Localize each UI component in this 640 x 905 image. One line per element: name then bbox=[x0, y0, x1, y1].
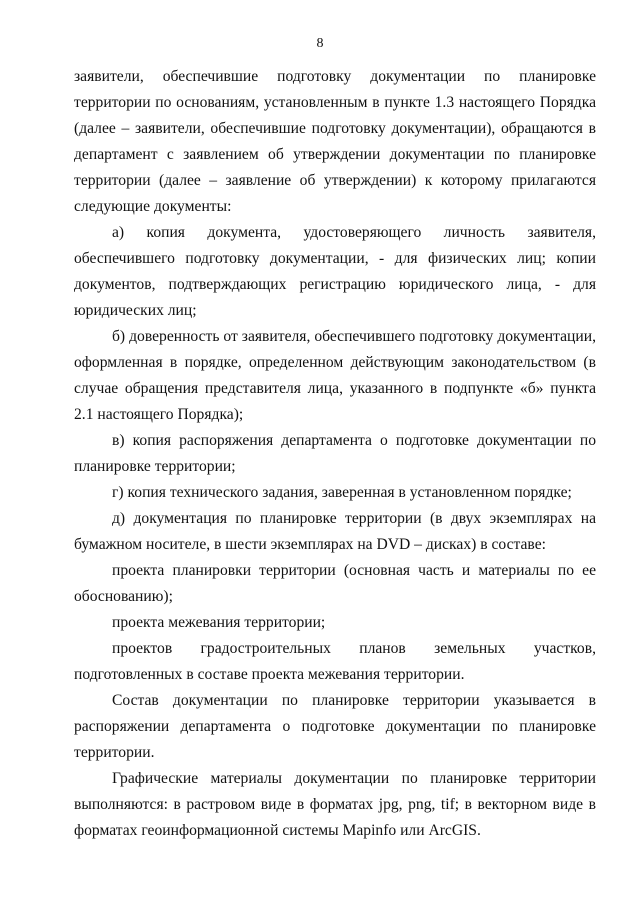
paragraph-item-b: б) доверенность от заявителя, обеспечившего подготовку документации, оформленная в порядке, определенном действующим законодательством (в случае обращения представителя лица, указанного в подпункте «б» пункта 2.1 настоящего Порядка); bbox=[74, 328, 596, 423]
paragraph-documentation-composition: Состав документации по планировке территории указывается в распоряжении департамента о подготовке документации по планировке территории. bbox=[74, 692, 596, 761]
paragraph-item-v: в) копия распоряжения департамента о подготовке документации по планировке территории; bbox=[74, 432, 596, 475]
paragraph-item-g: г) копия технического задания, заверенная в установленном порядке; bbox=[112, 484, 572, 501]
paragraph-planning-project: проекта планировки территории (основная часть и материалы по ее обоснованию); bbox=[74, 562, 596, 605]
page-number: 8 bbox=[316, 36, 324, 51]
paragraph-item-a: а) копия документа, удостоверяющего личность заявителя, обеспечившего подготовку документации, - для физических лиц; копии документов, подтверждающих регистрацию юридического лица, - для юридических лиц; bbox=[74, 224, 596, 319]
paragraph-urban-plans: проектов градостроительных планов земельных участков, подготовленных в составе проекта межевания территории. bbox=[74, 640, 596, 683]
paragraph-graphic-materials: Графические материалы документации по планировке территории выполняются: в растровом виде в форматах jpg, png, tif; в векторном виде в форматах геоинформационной системы Mapinfo или ArcGIS. bbox=[74, 770, 596, 839]
paragraph-item-d: д) документация по планировке территории (в двух экземплярах на бумажном носителе, в шести экземплярах на DVD – дисках) в составе: bbox=[74, 510, 596, 553]
paragraph-surveying-project: проекта межевания территории; bbox=[112, 614, 326, 631]
paragraph-applicants: заявители, обеспечившие подготовку документации по планировке территории по основаниям, установленным в пункте 1.3 настоящего Порядка (далее – заявители, обеспечившие подготовку документации), обращаются в департамент с заявлением об утверждении документации по планировке территории (далее – заявление об утверждении) к которому прилагаются следующие документы: bbox=[74, 68, 596, 215]
document-body bbox=[74, 64, 596, 844]
